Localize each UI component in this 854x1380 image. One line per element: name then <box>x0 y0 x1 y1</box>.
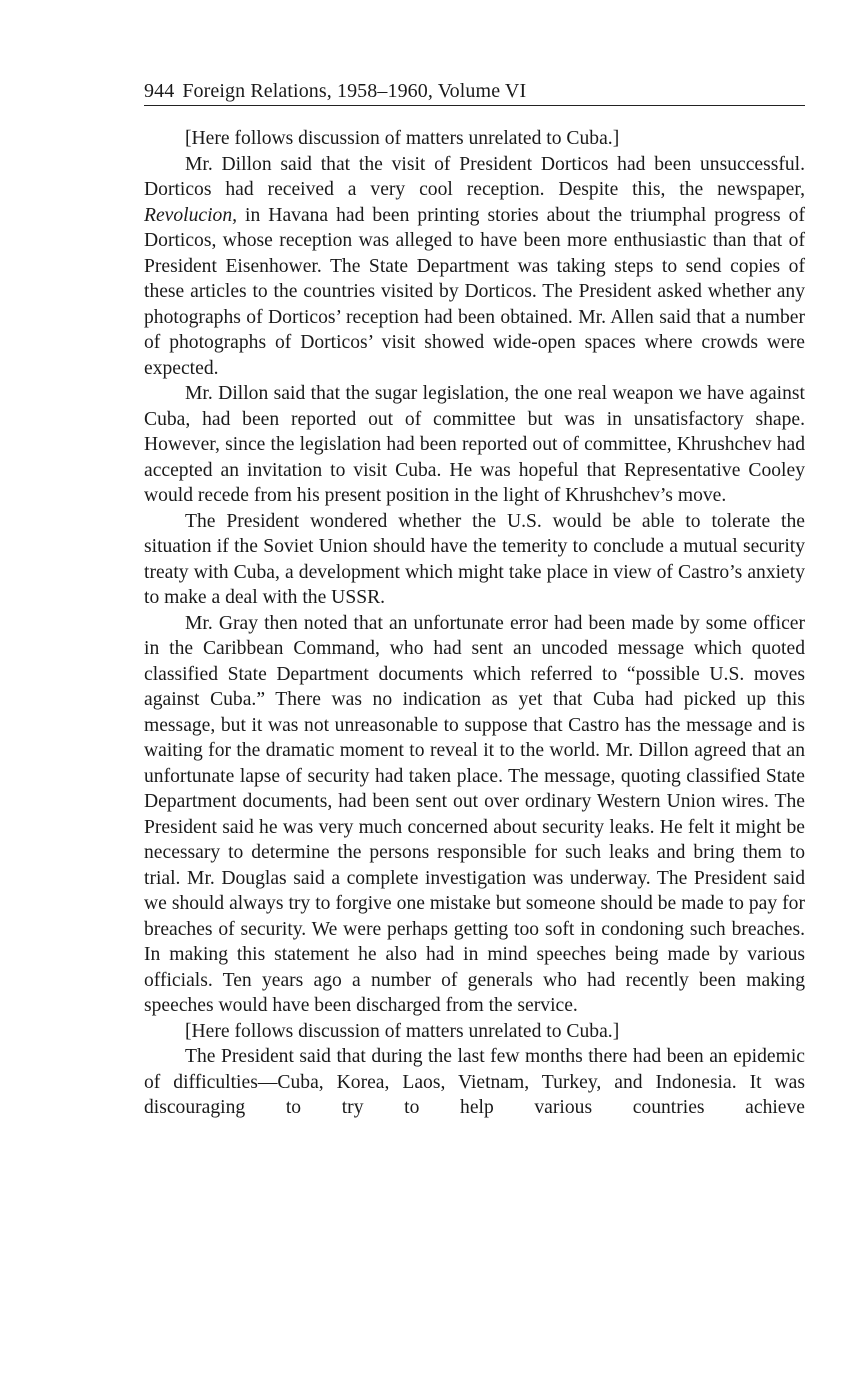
page-number: 944 <box>144 80 175 102</box>
paragraph-text: in Havana had been printing stories about the triumphal progress of Dorticos, whose reception was alleged to have been more enthusiastic than that of President Eisenhower. The State Department was taking steps to send copies of these articles to the countries visited by Dorticos. The President asked whether any photographs of Dorticos’ reception had been obtained. Mr. Allen said that a number of photographs of Dorticos’ visit showed wide-open spaces where crowds were expected. <box>144 204 805 379</box>
newspaper-title: Revolucion, <box>144 204 238 226</box>
paragraph-epidemic-of-difficulties: The President said that during the last few months there had been an epidemic of difficulties—Cuba, Korea, Laos, Vietnam, Turkey, and Indonesia. It was discouraging to try to help various countries achieve <box>144 1046 805 1118</box>
paragraph-security-treaty: The President wondered whether the U.S. would be able to tolerate the situation if the Soviet Union should have the temerity to conclude a mutual security treaty with Cuba, a development which might take place in view of Castro’s anxiety to make a deal with the USSR. <box>144 510 805 608</box>
paragraph-security-leak: Mr. Gray then noted that an unfortunate error had been made by some officer in the Caribbean Command, who had sent an uncoded message which quoted classified State Department documents which referred to “possible U.S. moves against Cuba.” There was no indication as yet that Cuba had picked up this message, but it was not unreasonable to suppose that Castro has the message and is waiting for the dramatic moment to reveal it to the world. Mr. Dillon agreed that an unfortunate lapse of security had taken place. The message, quoting classified State Department documents, had been sent out over ordinary Western Union wires. The President said he was very much concerned about security leaks. He felt it might be necessary to determine the persons responsible for such leaks and bring them to trial. Mr. Douglas said a complete investigation was underway. The President said we should always try to forgive one mistake but someone should be made to pay for breaches of security. We were perhaps getting too soft in condoning such breaches. In making this statement he also had in mind speeches being made by various officials. Ten years ago a number of generals who had recently been making speeches would have been discharged from the service. <box>144 612 805 1016</box>
running-head <box>144 78 805 106</box>
paragraph-omission-note: [Here follows discussion of matters unrelated to Cuba.] <box>185 128 620 149</box>
running-head-title: Foreign Relations, 1958–1960, Volume VI <box>182 80 527 102</box>
body-text <box>144 126 805 1121</box>
paragraph-omission-note: [Here follows discussion of matters unrelated to Cuba.] <box>185 1020 620 1042</box>
paragraph-text: Mr. Dillon said that the visit of President Dorticos had been unsuccessful. Dorticos had received a very cool reception. Despite this, the newspaper, <box>144 153 805 200</box>
paragraph-dorticos-visit <box>144 152 805 382</box>
document-page <box>144 78 805 1121</box>
paragraph-sugar-legislation: Mr. Dillon said that the sugar legislation, the one real weapon we have against Cuba, had been reported out of committee but was in unsatisfactory shape. However, since the legislation had been reported out of committee, Khrushchev had accepted an invitation to visit Cuba. He was hopeful that Representative Cooley would recede from his present position in the light of Khrushchev’s move. <box>144 383 805 506</box>
